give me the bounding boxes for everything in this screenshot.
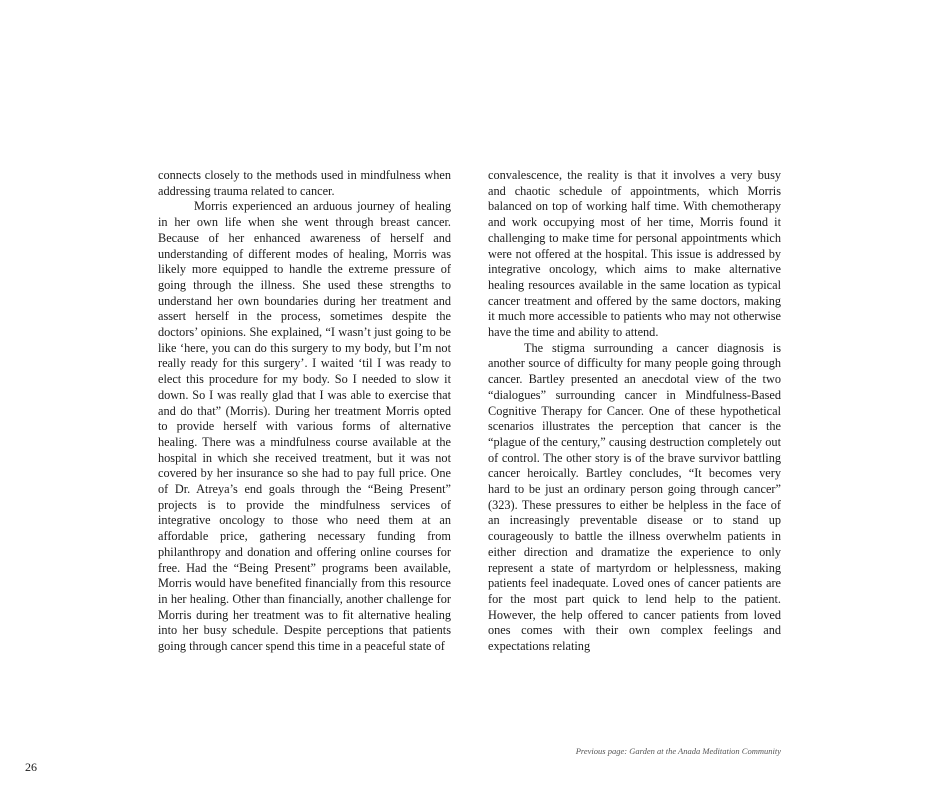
photo-caption: Previous page: Garden at the Anada Meditation Community: [575, 746, 781, 756]
left-text-column: [158, 168, 451, 655]
page-number: 26: [25, 760, 37, 774]
right-text-column: [488, 168, 781, 655]
paragraph: Morris experienced an arduous journey of healing in her own life when she went through breast cancer. Because of her enhanced awareness of herself and understanding of different modes of healing, Morris was likely more equipped to handle the extreme pressure of going through the illness. She used these strengths to understand her own boundaries during her treatment and assert herself in the process, sometimes despite the doctors’ opinions. She explained, “I wasn’t just going to be like ‘here, you can do this surgery to my body, but I’m not really ready for this surgery’. I waited ‘til I was ready to elect this procedure for my body. So I needed to slow it down. So I was really glad that I was able to exercise that and do that” (Morris). During her treatment Morris opted to provide herself with various forms of alternative healing. There was a mindfulness course available at the hospital in which she received treatment, but it was not covered by her insurance so she had to pay full price. One of Dr. Atreya’s end goals through the “Being Present” projects is to provide the mindfulness services of integrative oncology to those who need them at an affordable price, gathering necessary funding from philanthropy and donation and offering online courses for free. Had the “Being Present” programs been available, Morris would have benefited financially from this resource in her healing. Other than financially, another challenge for Morris during her treatment was to fit alternative healing into her busy schedule. Despite perceptions that patients going through cancer spend this time in a peaceful state of: [158, 199, 451, 654]
paragraph: The stigma surrounding a cancer diagnosis is another source of difficulty for many people going through cancer. Bartley presented an anecdotal view of the two “dialogues” surrounding cancer in Mindfulness-Based Cognitive Therapy for Cancer. One of these hypothetical scenarios illustrates the perception that cancer is the “plague of the century,” causing destruction completely out of control. The other story is of the brave survivor battling cancer heroically. Bartley concludes, “It becomes very hard to be just an ordinary person going through cancer” (323). These pressures to either be helpless in the face of an increasingly preventable disease or to stand up courageously to battle the illness overwhelm patients in either direction and dramatize the experience to only represent a state of martyrdom or helplessness, making patients feel inadequate. Loved ones of cancer patients are for the most part quick to lend help to the patient. However, the help offered to cancer patients from loved ones comes with their own complex feelings and expectations relating: [488, 340, 781, 654]
paragraph: convalescence, the reality is that it involves a very busy and chaotic schedule of appointments, which Morris balanced on top of working half time. With chemotherapy and work occupying most of her time, Morris found it challenging to make time for personal appointments which were not offered at the hospital. This issue is addressed by integrative oncology, which aims to make alternative healing resources available in the same location as typical cancer treatment and offered by the same doctors, making it much more accessible to patients who may not otherwise have the time and ability to attend.: [488, 168, 781, 340]
paragraph: connects closely to the methods used in mindfulness when addressing trauma related to cancer.: [158, 168, 451, 198]
